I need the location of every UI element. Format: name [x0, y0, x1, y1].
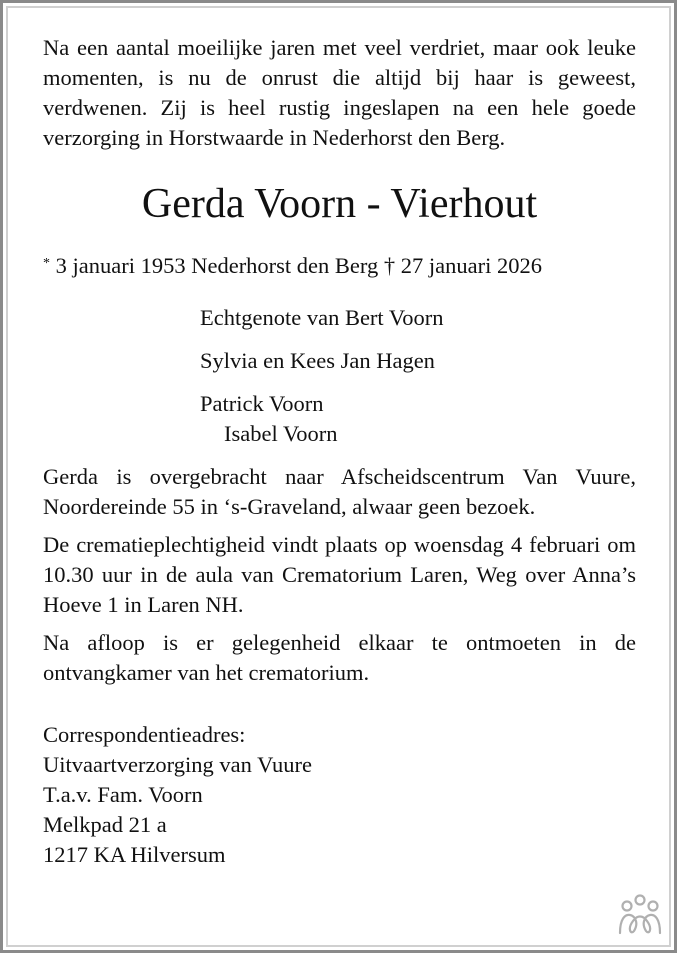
birth-info: 3 januari 1953 Nederhorst den Berg	[55, 253, 379, 278]
family-member: Echtgenote van Bert Voorn	[200, 305, 444, 330]
address-line: Correspondentieadres:	[43, 722, 246, 747]
family-member: Isabel Voorn	[224, 421, 338, 446]
family-list	[200, 303, 636, 449]
transfer-paragraph: Gerda is overgebracht naar Afscheidscentrum Van Vuure, Noordereinde 55 in ‘s-Graveland, alwaar geen bezoek.	[43, 464, 636, 519]
intro-paragraph: Na een aantal moeilijke jaren met veel verdriet, maar ook leuke momenten, is nu de onrust die altijd bij haar is geweest, verdwenen. Zij is heel rustig ingeslapen na een hele goede verzorging in Horstwaarde in Nederhorst den Berg.	[43, 35, 636, 150]
death-date: 27 januari 2026	[400, 253, 542, 278]
address-line: T.a.v. Fam. Voorn	[43, 782, 203, 807]
family-member: Sylvia en Kees Jan Hagen	[200, 348, 435, 373]
ceremony-paragraph: De crematieplechtigheid vindt plaats op woensdag 4 februari om 10.30 uur in de aula van Crematorium Laren, Weg over Anna’s Hoeve 1 in Laren NH.	[43, 532, 636, 617]
birth-star-icon: *	[43, 256, 50, 271]
death-notice	[43, 33, 636, 870]
people-group-icon	[617, 893, 663, 937]
address-line: Uitvaartverzorging van Vuure	[43, 752, 312, 777]
dates-line	[43, 251, 636, 281]
family-member: Patrick Voorn	[200, 391, 324, 416]
deceased-name: Gerda Voorn - Vierhout	[141, 181, 538, 227]
death-cross-icon: †	[383, 253, 396, 278]
correspondence-address	[43, 720, 636, 870]
address-line: Melkpad 21 a	[43, 812, 167, 837]
address-line: 1217 KA Hilversum	[43, 842, 226, 867]
reception-paragraph: Na afloop is er gelegenheid elkaar te ontmoeten in de ontvangkamer van het crematorium.	[43, 630, 636, 685]
